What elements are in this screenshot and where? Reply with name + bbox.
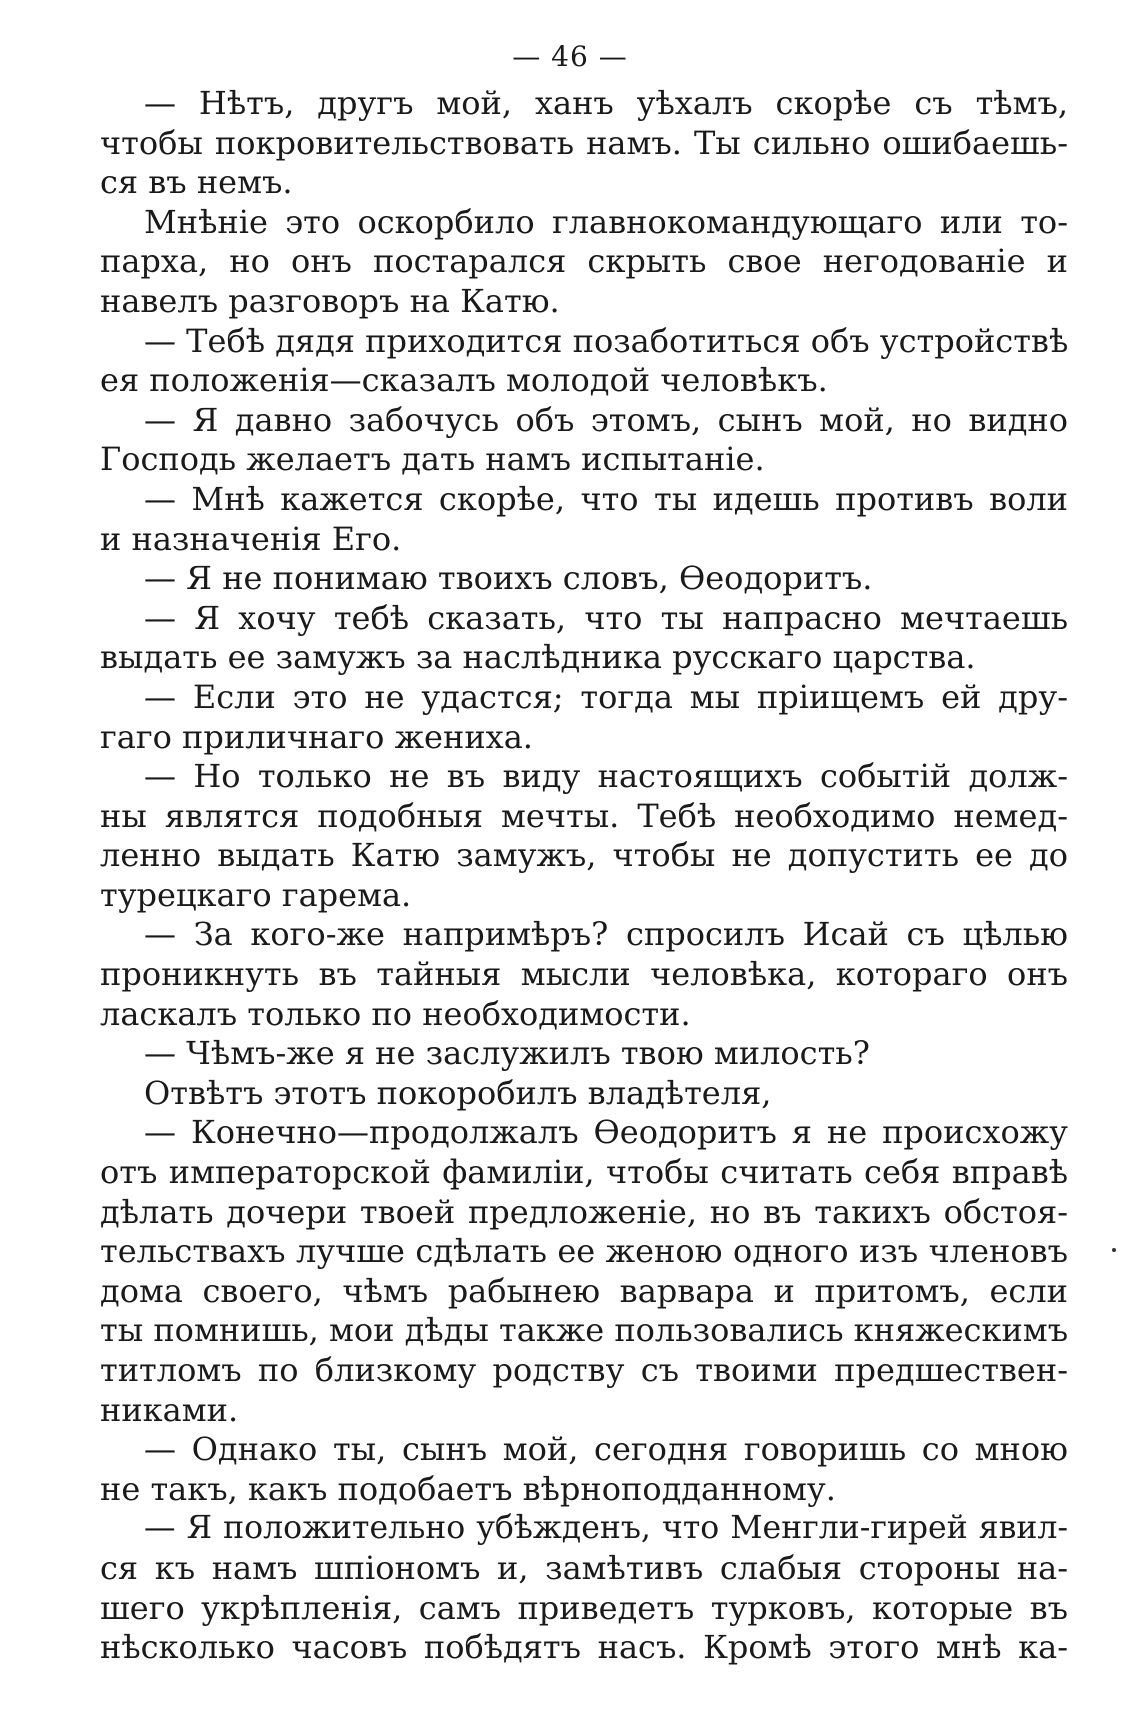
page-number: — 46 — — [512, 40, 628, 73]
text-line: не такъ, какъ подобаетъ вѣрноподданному. — [100, 1469, 836, 1508]
text-line: тельствахъ лучше сдѣлать ее женою одного изъ членовъ — [100, 1232, 1068, 1271]
text-line: и назначенія Его. — [100, 519, 402, 558]
text-line: — Конечно—продолжалъ Ѳеодоритъ я не происхожу — [144, 1113, 1068, 1152]
text-line: — За кого-же напримѣръ? спросилъ Исай съ цѣлью — [144, 915, 1068, 954]
text-line: ласкалъ только по необходимости. — [100, 994, 691, 1033]
text-line: — Если это не удастся; тогда мы пріищемъ ей дру- — [144, 677, 1068, 716]
text-line: — Но только не въ виду настоящихъ событій долж- — [144, 757, 1068, 796]
text-line: — Я давно забочусь объ этомъ, сынъ мой, но видно — [144, 400, 1068, 439]
text-line: ся къ намъ шпіономъ и, замѣтивъ слабыя стороны на- — [100, 1548, 1068, 1587]
text-line: — Тебѣ дядя приходится позаботиться объ устройствѣ — [144, 321, 1069, 360]
text-line: титломъ по близкому родству съ твоими предшествен- — [100, 1351, 1068, 1389]
text-line: шего укрѣпленія, самъ приведетъ турковъ, которые въ — [100, 1588, 1068, 1627]
body-text — [100, 84, 1068, 1668]
text-line: отъ императорской фамиліи, чтобы считать себя вправѣ — [100, 1153, 1068, 1192]
text-line: никами. — [100, 1390, 239, 1429]
text-line: ея положенія—сказалъ молодой человѣкъ. — [100, 361, 828, 400]
text-line: — Мнѣ кажется скорѣе, что ты идешь противъ воли — [144, 479, 1068, 518]
text-line: ны являтся подобныя мечты. Тебѣ необходимо немед- — [100, 796, 1068, 835]
text-line: нѣсколько часовъ побѣдятъ насъ. Кромѣ этого мнѣ ка- — [100, 1628, 1068, 1667]
text-line: — Чѣмъ-же я не заслужилъ твою милость? — [144, 1034, 870, 1073]
text-line: — Нѣтъ, другъ мой, ханъ уѣхалъ скорѣе съ тѣмъ, — [144, 84, 1068, 122]
text-line: — Я хочу тебѣ сказать, что ты напрасно мечтаешь — [144, 598, 1068, 637]
text-line: турецкаго гарема. — [100, 875, 412, 914]
text-line: — Я положительно убѣжденъ, что Менгли-гирей явил- — [144, 1510, 1068, 1547]
text-line: ленно выдать Катю замужъ, чтобы не допустить ее до — [100, 836, 1068, 875]
margin-speck — [1112, 1248, 1116, 1252]
text-line: дома своего, чѣмъ рабынею варвара и притомъ, если — [100, 1271, 1068, 1310]
text-line: проникнуть въ тайныя мысли человѣка, котораго онъ — [100, 955, 1068, 994]
text-line: гаго приличнаго жениха. — [100, 717, 533, 756]
text-line: ся въ немъ. — [100, 163, 293, 202]
text-line: навелъ разговоръ на Катю. — [100, 281, 560, 320]
text-line: ты помнишь, мои дѣды также пользовались княжескимъ — [100, 1311, 1069, 1350]
text-line: Господь желаетъ дать намъ испытаніе. — [100, 440, 765, 479]
text-line: — Я не понимаю твоихъ словъ, Ѳеодоритъ. — [144, 559, 873, 598]
text-line: выдать ее замужъ за наслѣдника русскаго царства. — [100, 638, 976, 677]
text-line: чтобы покровительствовать намъ. Ты сильно ошибаешь- — [100, 123, 1068, 162]
text-line: парха, но онъ постарался скрыть свое негодованіе и — [100, 242, 1068, 281]
text-line: дѣлать дочери твоей предложеніе, но въ такихъ обстоя- — [100, 1192, 1068, 1231]
text-line: Мнѣніе это оскорбило главнокомандующаго или то- — [144, 202, 1068, 241]
text-line: Отвѣтъ этотъ покоробилъ владѣтеля, — [144, 1073, 772, 1112]
text-line: — Однако ты, сынъ мой, сегодня говоришь со мною — [144, 1430, 1068, 1469]
